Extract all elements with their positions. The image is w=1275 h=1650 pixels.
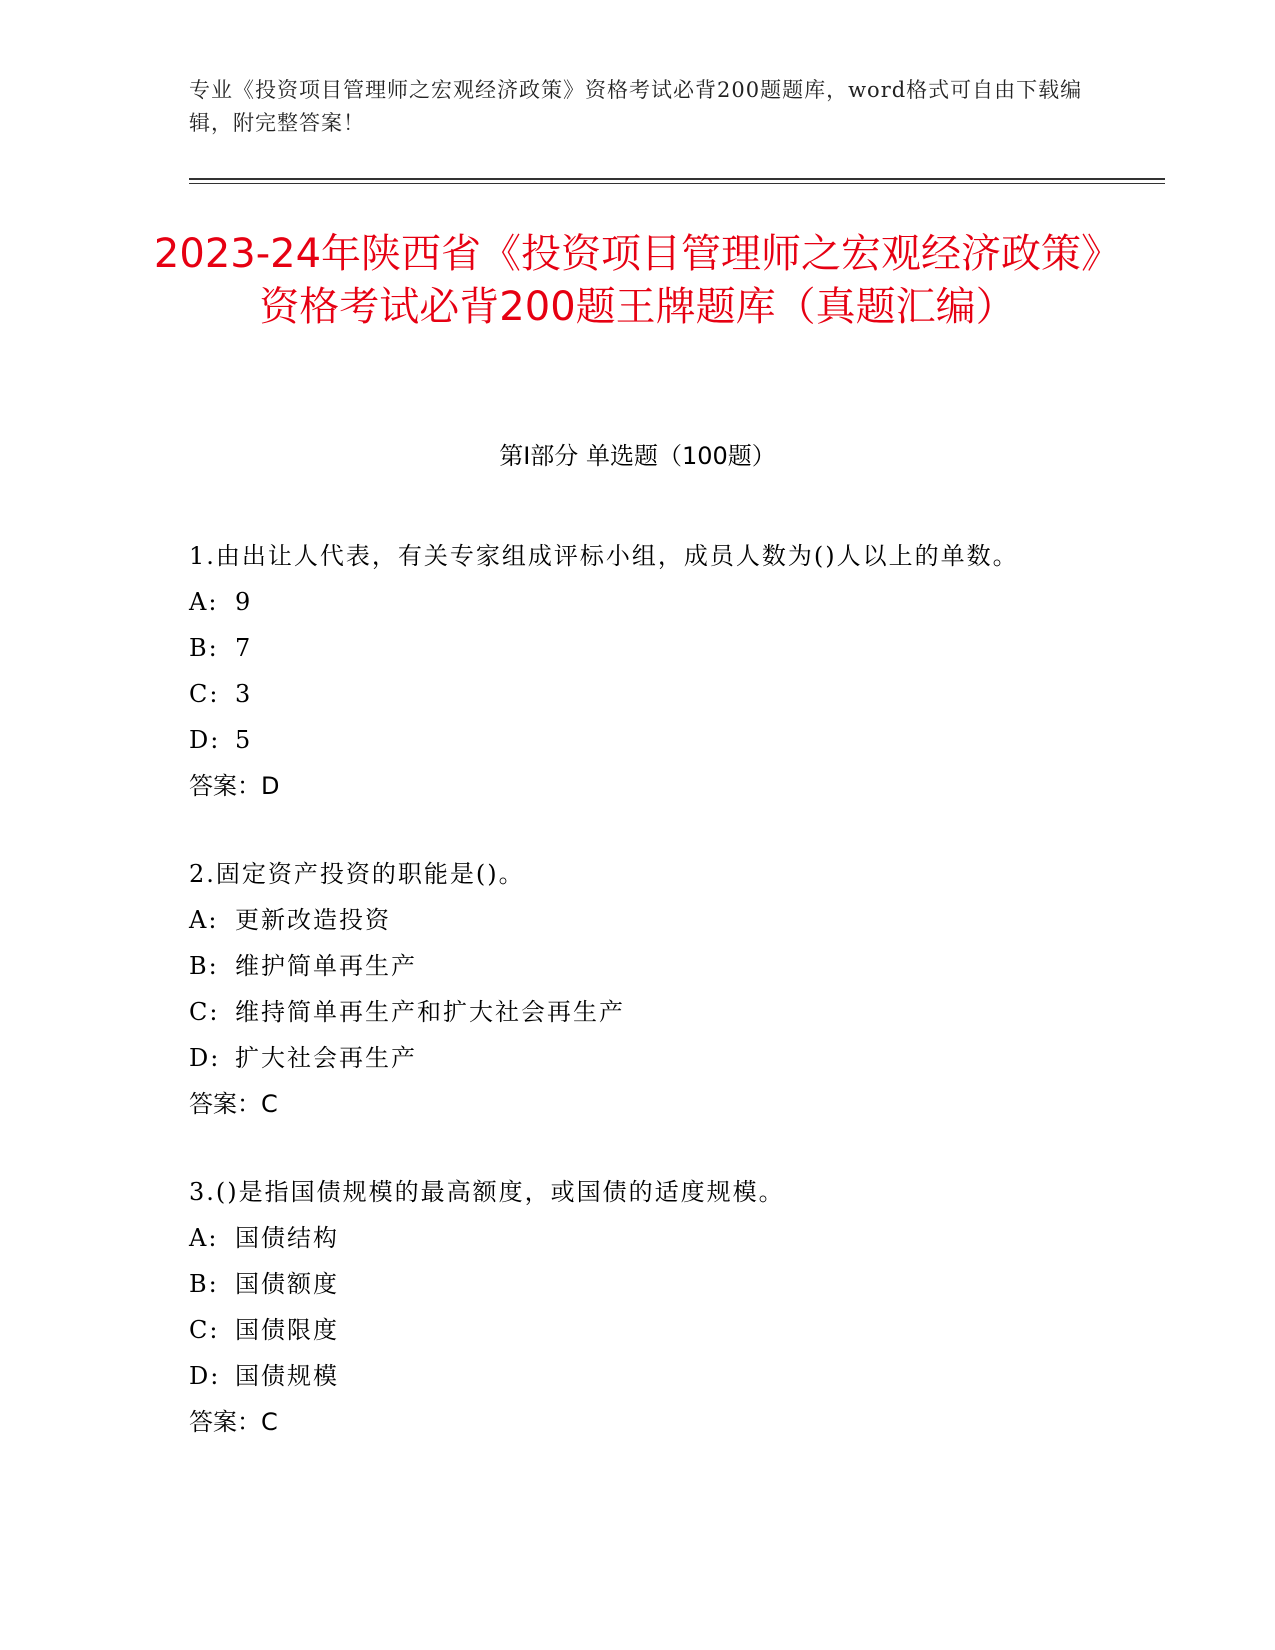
document-title: 2023-24年陕西省《投资项目管理师之宏观经济政策》资格考试必背200题王牌题库（真题汇编） bbox=[153, 231, 1122, 330]
option-key: D: bbox=[189, 1044, 221, 1072]
option-a bbox=[189, 897, 1069, 943]
answer: 答案：C bbox=[189, 1408, 278, 1436]
option-b bbox=[189, 625, 1069, 671]
answer: 答案：D bbox=[189, 772, 280, 800]
option-key: A: bbox=[189, 588, 219, 616]
option-key: D: bbox=[189, 726, 221, 754]
option-a bbox=[189, 1215, 1069, 1261]
option-text: 7 bbox=[235, 634, 253, 662]
header-divider-thin bbox=[189, 183, 1165, 184]
option-text: 国债结构 bbox=[235, 1224, 339, 1252]
option-c bbox=[189, 989, 1069, 1035]
question-1 bbox=[189, 533, 1069, 809]
option-b bbox=[189, 1261, 1069, 1307]
option-b bbox=[189, 943, 1069, 989]
option-text: 9 bbox=[235, 588, 253, 616]
section-heading: 第Ⅰ部分 单选题（100题） bbox=[499, 442, 776, 470]
option-key: B: bbox=[189, 634, 219, 662]
question-list bbox=[189, 533, 1069, 1487]
question-stem: 1.由出让人代表，有关专家组成评标小组，成员人数为()人以上的单数。 bbox=[189, 542, 1019, 570]
question-stem: 3.()是指国债规模的最高额度，或国债的适度规模。 bbox=[189, 1178, 785, 1206]
option-text: 国债限度 bbox=[235, 1316, 339, 1344]
option-text: 5 bbox=[235, 726, 253, 754]
option-key: C: bbox=[189, 1316, 220, 1344]
option-key: C: bbox=[189, 998, 220, 1026]
option-text: 扩大社会再生产 bbox=[235, 1044, 417, 1072]
option-c bbox=[189, 671, 1069, 717]
option-text: 维持简单再生产和扩大社会再生产 bbox=[235, 998, 625, 1026]
option-key: D: bbox=[189, 1362, 221, 1390]
option-key: A: bbox=[189, 906, 219, 934]
option-text: 3 bbox=[235, 680, 253, 708]
option-a bbox=[189, 579, 1069, 625]
option-key: C: bbox=[189, 680, 220, 708]
question-2 bbox=[189, 851, 1069, 1127]
option-d bbox=[189, 1035, 1069, 1081]
header-divider-thick bbox=[189, 178, 1165, 180]
option-c bbox=[189, 1307, 1069, 1353]
question-3 bbox=[189, 1169, 1069, 1445]
option-d bbox=[189, 1353, 1069, 1399]
header-note: 专业《投资项目管理师之宏观经济政策》资格考试必背200题题库，word格式可自由下载编辑，附完整答案！ bbox=[189, 78, 1083, 135]
option-key: B: bbox=[189, 952, 219, 980]
option-text: 国债规模 bbox=[235, 1362, 339, 1390]
option-text: 维护简单再生产 bbox=[235, 952, 417, 980]
option-text: 更新改造投资 bbox=[235, 906, 391, 934]
option-key: B: bbox=[189, 1270, 219, 1298]
option-text: 国债额度 bbox=[235, 1270, 339, 1298]
question-stem: 2.固定资产投资的职能是()。 bbox=[189, 860, 525, 888]
option-key: A: bbox=[189, 1224, 219, 1252]
option-d bbox=[189, 717, 1069, 763]
answer: 答案：C bbox=[189, 1090, 278, 1118]
